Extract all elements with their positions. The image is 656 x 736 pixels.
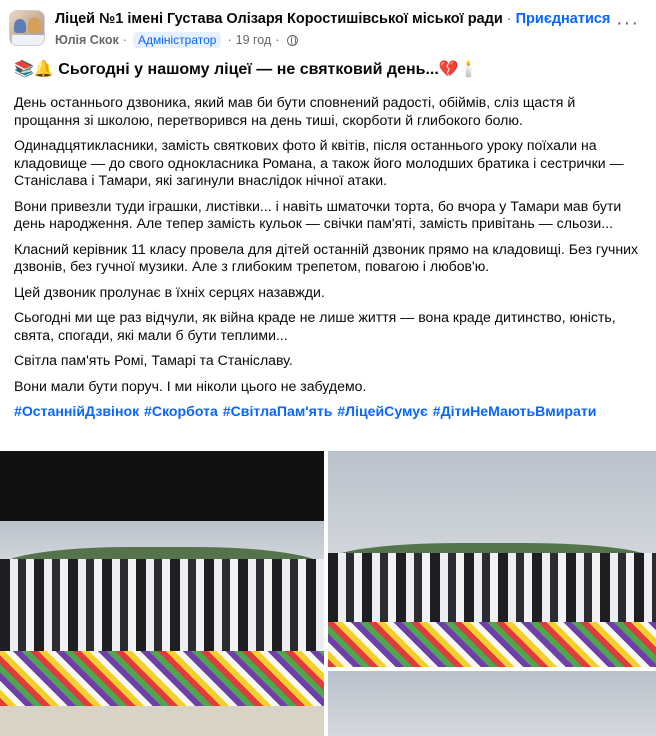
- more-options-icon[interactable]: ···: [616, 12, 639, 34]
- separator-dot: ·: [275, 33, 280, 47]
- author-name[interactable]: Юлія Скок: [55, 33, 119, 47]
- photo-3[interactable]: [328, 671, 656, 736]
- join-button[interactable]: Приєднатися: [515, 11, 611, 27]
- photo-2[interactable]: [328, 451, 656, 667]
- page-avatar[interactable]: [9, 10, 45, 46]
- page-name-line: [55, 11, 610, 27]
- post-paragraph: Світла пам'ять Ромі, Тамарі та Станіславу.: [14, 352, 293, 368]
- post-paragraph: День останнього дзвоника, який мав би бути сповнений радості, обіймів, сліз щастя й прощання зі школою, перетворився на день тиші, скорботи й глибокого болю.: [14, 94, 576, 128]
- post-paragraph: Вони мали бути поруч. І ми ніколи цього не забудемо.: [14, 377, 367, 394]
- post-title: 📚🔔 Сьогодні у нашому ліцеї — не святковий день...💔🕯️: [14, 61, 479, 78]
- post-body: [14, 94, 644, 429]
- post-paragraph: Одинадцятикласники, замість святкових фото й квітів, після останнього уроку поїхали на кладовище — до свого однокласника Романа, а також його молодших братика і сестрички — Станіслава і Тамари, які загинули внаслідок нічної атаки.: [14, 137, 624, 188]
- page-name-link[interactable]: Ліцей №1 імені Густава Олізаря Коростишівської міської ради: [55, 11, 503, 27]
- post-time[interactable]: 19 год: [235, 33, 272, 47]
- photo-grid: [0, 451, 656, 736]
- hashtags[interactable]: #ОстаннійДзвінок #Скорбота #СвітлаПам'ять #ЛіцейСумує #ДітиНеМаютьВмирати: [14, 403, 597, 419]
- role-badge: Адміністратор: [133, 32, 222, 48]
- post-header: [0, 0, 656, 52]
- post-paragraph: Цей дзвоник пролунає в їхніх серцях назавжди.: [14, 283, 325, 300]
- separator-dot: ·: [122, 33, 127, 47]
- separator-dot: ·: [506, 11, 512, 27]
- post-paragraph: Класний керівник 11 класу провела для дітей останній дзвоник прямо на кладовищі. Без гучних дзвонів, без гучної музики. Але з глибоким трепетом, повагою і любов'ю.: [14, 240, 639, 274]
- globe-icon: [287, 35, 298, 46]
- post-paragraph: Вони привезли туди іграшки, листівки... і навіть шматочки торта, бо вчора у Тамари мав бути день народження. Але тепер замість кульок — свічки пам'яті, замість привітань — сльози...: [14, 197, 622, 231]
- separator-dot: ·: [227, 33, 232, 47]
- post-paragraph: Сьогодні ми ще раз відчули, як війна краде не лише життя — вона краде дитинство, юність, свята, спогади, які мали б бути теплими...: [14, 309, 616, 343]
- post-meta: [55, 32, 298, 48]
- photo-1[interactable]: [0, 451, 324, 736]
